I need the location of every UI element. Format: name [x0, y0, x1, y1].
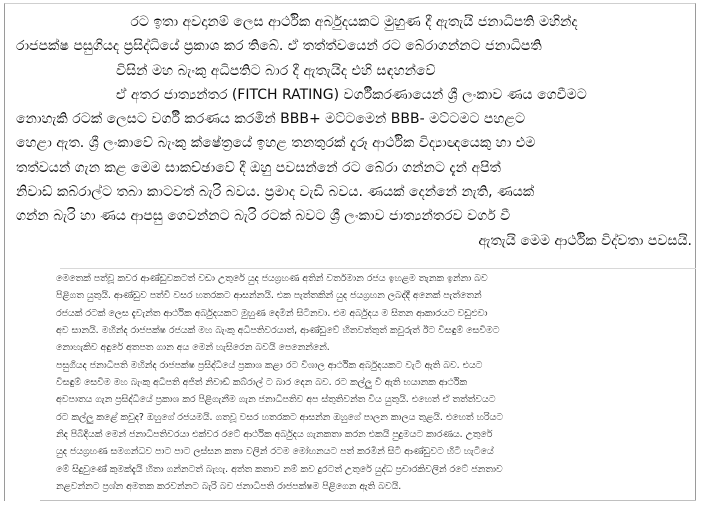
- headline-line: හෙළා ඇත. ශ්‍රී ලංකාවේ බැංකු ක්ෂේත්‍රයේ ඉහළ තනතුරක් දැරූ ආර්ථික විද්‍යාඥයෙකු හා එම: [16, 135, 536, 152]
- headline-line: රට ඉතා අවදානම් ලෙස ආර්ථික අර්බුදයකට මුහුණ දී ඇතැයි ජනාධිපති මහින්ද: [130, 14, 578, 30]
- headline-line: විසින් මහ බැංකු අධිපතිට බාර දී ඇතැයිද එහි සඳහන්වේ: [116, 62, 436, 79]
- headline-line: ඒ අතර ජාත්‍යන්තර (FITCH RATING) වර්ගීකරණායෙන් ශ්‍රී ලංකාව ණය ගෙවීමට: [116, 86, 587, 103]
- bottom-rule: [40, 500, 696, 501]
- headline-line: තත්වයන් ගැන කළ මෙම සාකච්ඡාවේ දී ඔහු පවසන්නේ රට බේරා ගන්නට දැන් අපිත්: [16, 159, 501, 176]
- body-line: මේ සිදුවුණේ කුමක්දැයි හිතා ගන්නටත් බැහැ. අත්ත කතාව නම් කව දුරටත් උතුරේ යුද්ධ ප්‍රචාරකිවලින් රටේ ජනතාව: [56, 463, 503, 475]
- body-line: රජයක් රටක් ලෙස දැවැන්ත ආර්ථික අර්බුදයකට මුහුණ දෙමින් සිටිනවා. එම අර්බුදය ම සිතන ආකාරයට වඩුළුවා: [56, 307, 488, 319]
- headline-line: ගන්න බැරි හා ණය ආපසු ගෙවන්නට බැරි රටක් බවට ශ්‍රී ලංකාව ජාත්‍යන්තරව වර්ග වී: [16, 208, 511, 225]
- body-line: යුද ජයග්‍රහණ සමගන්ධව පාට පාට ලස්සන කතා වලින් රටම මෝහනයට පත් කරමින් සිටි ආණ්ඩුවට හිටි හැටියේ: [56, 446, 494, 458]
- headline-line: නිවාඩ් කබ්රාල්ට තබා කාටවත් බැරි බවය. ප්‍රමාද වැඩි බවය. ණයක් දෙන්නේ නැති, ණයක්: [16, 184, 535, 201]
- body-line: නොහැකිව අඳුරේ අතපත ගාන අය මෙන් හැසිරෙන බවයි පෙනෙන්නේ.: [56, 342, 330, 354]
- body-line: රට කල්ලු කළේ කවුද? ඔහුගේ රජයමයි. ගතවූ වසර හතරකට ආසන්න ඔහුගේ පාලන කාලය තුළයි. එහෙත් හරියට: [56, 411, 504, 423]
- body-line: අවපාතය ගැන ප්‍රසිද්ධියේ ප්‍රකාශ කර පිළිගැනීම ගැන ජනාධිපතිව අප ස්තුතිවන්ත විය යුතුයි. එහෙත් ඒ තත්ත්වයට: [56, 394, 496, 406]
- article-headline: [16, 10, 692, 253]
- body-line: පසුගියද ජනාධිපති මහින්ද රාජපක්ෂ ප්‍රසිද්ධියේ ප්‍රකාශ කළා රට විශාල ආර්ථික අර්බුදයකට වැටී ඇති බව. එයට: [56, 359, 483, 371]
- body-line: විසඳුම් සෙවීම මහ බැංකු අධිපති අජිත් නිවාඩ් කබ්රාල් ට බාර දෙන බව. රට කල්ලු වී ඇති භයානක ආර්ථික: [56, 377, 468, 389]
- headline-line: රාජපක්ෂ පසුගියද ප්‍රසිද්ධියේ ප්‍රකාශ කර තිබේ. ඒ තත්ත්වයෙන් රට බේරාගන්නට ජනාධිපති: [16, 38, 542, 55]
- body-line: මෙතෙක් පත්වූ කවර ආණ්ඩුවකටත් වඩා උතුරේ යුද ජයග්‍රහණ අතින් වර්තමාන රජය ඉහළම තැනක ඉන්නා බව: [56, 273, 488, 284]
- section-divider: [60, 268, 696, 269]
- headline-line: නොහැකි රටක් ලෙසට වර්ගී කරණය කරමින් BBB+ මට්ටමෙන් BBB- මට්ටමට පහළට: [16, 111, 526, 128]
- body-line: නිද පිබිදියක් මෙන් ජනාධිපතිවරයා එක්වර රටේ ආර්ථික අර්බුදය ගැනකතා කරන එකයි පුදුමයට කාරණය. උතුරේ: [56, 429, 493, 441]
- headline-line: ඇතැයි මෙම ආර්ථික විද්වතා පවසයි.: [478, 232, 692, 249]
- body-line: පිළිගත යුතුයි. ආණ්ඩුව පත්වී වසර හතරකට ආසන්නයි. එක පැත්තකින් යුද ජයග්‍රහන ලබද්දී අනෙක් පැත්තෙන්: [56, 290, 482, 302]
- body-line: අව සානයි. මහින්ද රාජපක්ෂ රජයක් මහ බැංකු අධිපතිවරයාත්, ආණ්ඩුවේ හිතවත්තුත් කවුරුත් ඊට විසඳුම් සෙවීමට: [56, 325, 500, 337]
- article-body: [56, 270, 688, 495]
- body-line: නළවන්නට ප්‍රශ්න අමතක කරවන්නට බැරි බව ජනාධිපති රාජපක්ෂම පිළිගෙන ඇති බවයි.: [56, 481, 402, 493]
